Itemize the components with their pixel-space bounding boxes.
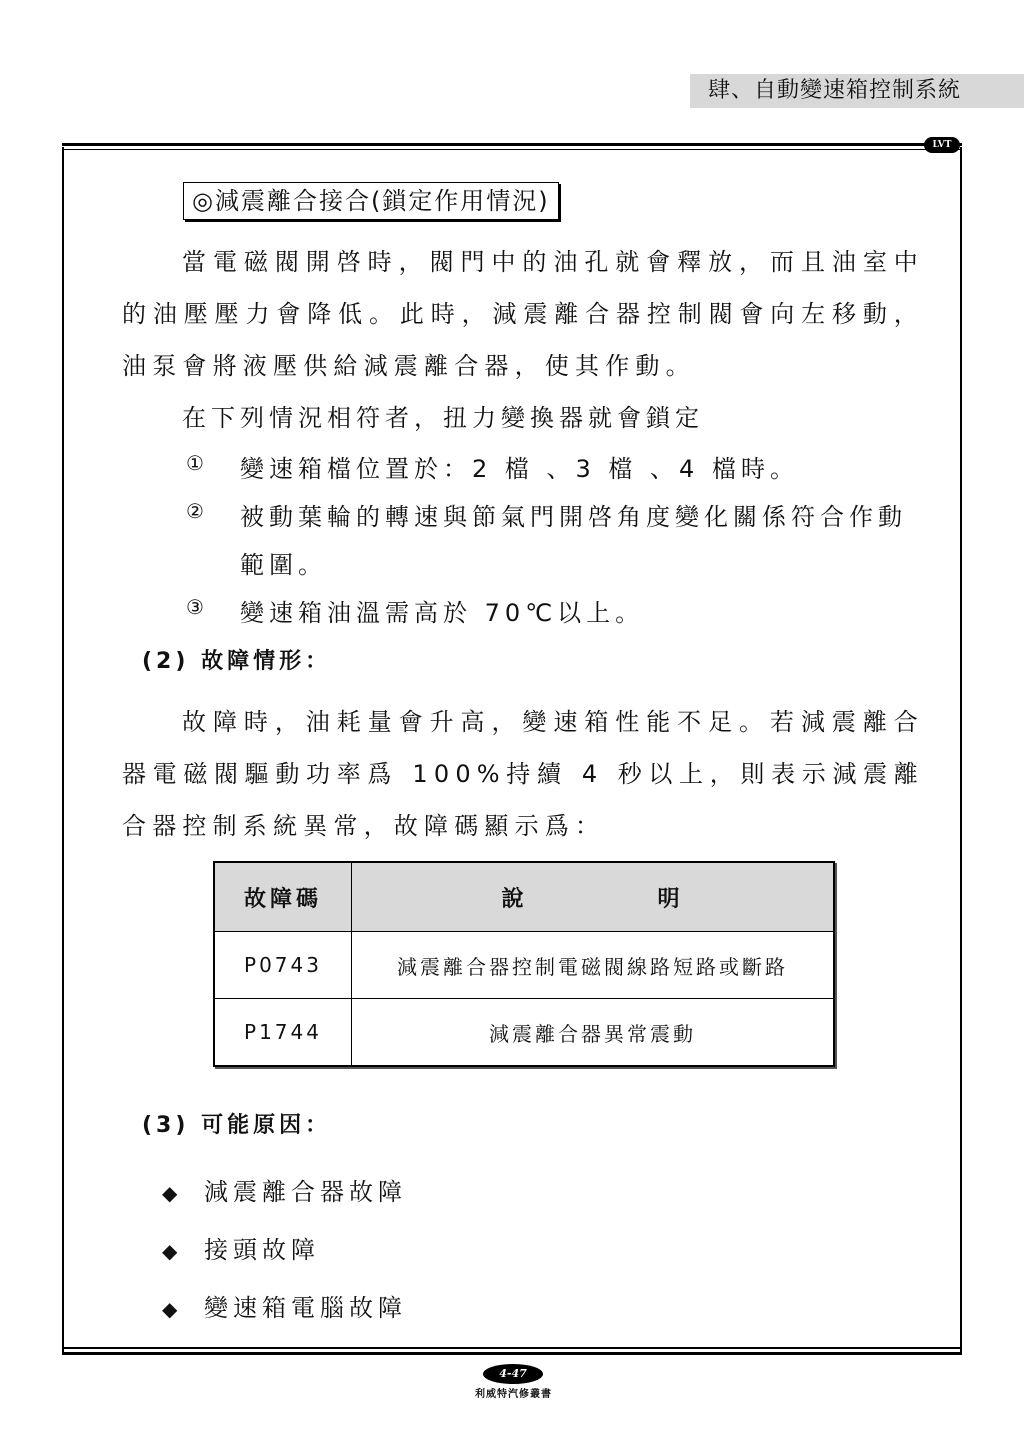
header-code: 故障碼 bbox=[214, 862, 352, 932]
frame-left-border bbox=[62, 147, 64, 1352]
fault-paragraph: 故障時，油耗量會升高，變速箱性能不足。若減震離合器電磁閥驅動功率爲 100%持續 4 秒以上，則表示減震離合器控制系統異常，故障碼顯示爲： bbox=[122, 708, 924, 840]
fault-code: P1744 bbox=[214, 999, 352, 1067]
cause-text: 減震離合器故障 bbox=[204, 1178, 407, 1206]
condition-2-cont: 範圍。 bbox=[240, 551, 327, 579]
fault-description: 減震離合器異常震動 bbox=[352, 999, 835, 1067]
list-item bbox=[162, 1230, 320, 1265]
condition-1: 變速箱檔位置於：2 檔 、3 檔 、4 檔時。 bbox=[240, 455, 799, 483]
condition-2: 被動葉輪的轉速與節氣門開啓角度變化關係符合作動 bbox=[240, 503, 907, 531]
diamond-bullet-icon: ◆ bbox=[162, 1239, 183, 1263]
diamond-bullet-icon: ◆ bbox=[162, 1297, 183, 1321]
publisher-name: 利威特汽修叢書 bbox=[475, 1389, 552, 1400]
header-description: 說 明 bbox=[352, 862, 835, 932]
fault-heading: (2) 故障情形： bbox=[142, 649, 332, 674]
section-title: ◎減震離合接合(鎖定作用情況) bbox=[183, 182, 559, 220]
diamond-bullet-icon: ◆ bbox=[162, 1181, 183, 1205]
fault-description: 減震離合器控制電磁閥線路短路或斷路 bbox=[352, 932, 835, 999]
condition-marker-2: ② bbox=[186, 499, 204, 523]
publisher-logo: LVT bbox=[924, 137, 960, 153]
cause-text: 變速箱電腦故障 bbox=[204, 1294, 407, 1322]
cause-text: 接頭故障 bbox=[204, 1236, 320, 1264]
page-number: 4-47 bbox=[483, 1364, 543, 1384]
top-rule-thin bbox=[62, 149, 962, 150]
list-item bbox=[162, 1288, 407, 1323]
condition-3: 變速箱油溫需高於 70℃以上。 bbox=[240, 599, 645, 627]
table-row bbox=[214, 999, 834, 1067]
condition-marker-3: ③ bbox=[186, 595, 204, 619]
bottom-rule bbox=[62, 1347, 962, 1349]
fault-code: P0743 bbox=[214, 932, 352, 999]
condition-intro: 在下列情況相符者，扭力變換器就會鎖定 bbox=[182, 404, 704, 432]
fault-code-table bbox=[213, 861, 835, 1067]
paragraph-lockup: 當電磁閥開啓時，閥門中的油孔就會釋放，而且油室中的油壓壓力會降低。此時，減震離合器控制閥會向左移動，油泵會將液壓供給減震離合器，使其作動。 bbox=[122, 248, 924, 380]
list-item bbox=[162, 1172, 407, 1207]
causes-heading: (3) 可能原因： bbox=[142, 1113, 332, 1138]
condition-marker-1: ① bbox=[186, 451, 204, 475]
table-header-row bbox=[214, 862, 834, 932]
chapter-title: 肆、自動變速箱控制系統 bbox=[690, 74, 1024, 108]
bottom-rule-thick bbox=[62, 1352, 962, 1355]
table-row bbox=[214, 932, 834, 999]
top-rule bbox=[62, 143, 962, 146]
frame-right-border bbox=[960, 147, 962, 1352]
